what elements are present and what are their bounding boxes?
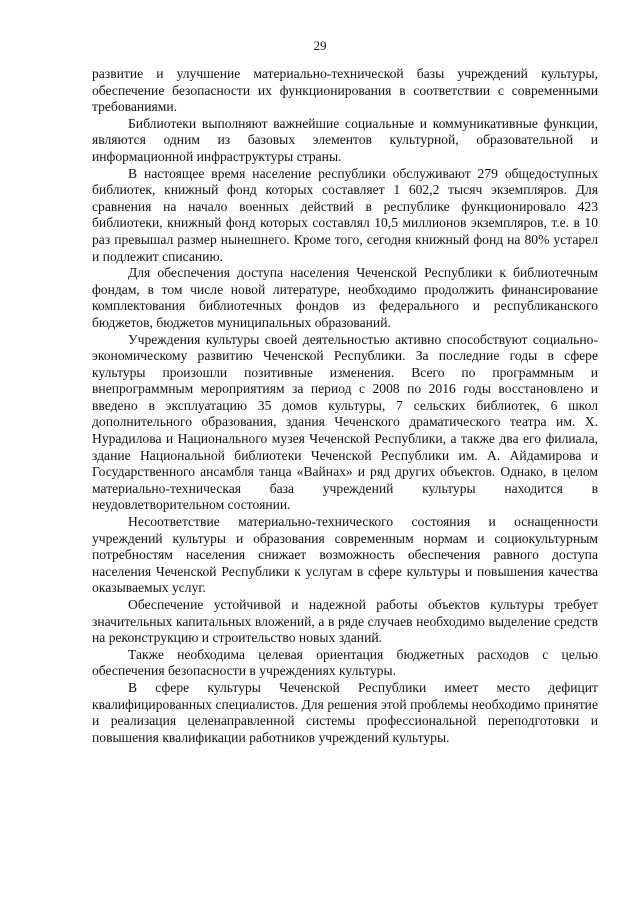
page-number: 29: [313, 38, 327, 53]
paragraph-capital-investment: Обеспечение устойчивой и надежной работы объектов культуры требует значительных капитальных вложений, а в ряде случаев необходимо выделение средств на реконструкцию и строительство новых зданий.: [92, 597, 598, 646]
paragraph-staff-shortage: В сфере культуры Чеченской Республики имеет место дефицит квалифицированных специалистов. Для решения этой проблемы необходимо принятие и реализация целенаправленной системы профессиональной переподготовки и повышения квалификации работников учреждений культуры.: [92, 679, 598, 745]
paragraph-culture-development: Учреждения культуры своей деятельностью активно способствуют социально-экономическому развитию Чеченской Республики. За последние годы в сфере культуры произошли позитивные изменения. Всего по программным и внепрограммным мероприятиям за период с 2008 по 2016 годы восстановлено и введено в эксплуатацию 35 домов культуры, 7 сельских библиотек, 6 школ дополнительного образования, здания Чеченского драматического театра им. Х. Нурадилова и Национального музея Чеченской Республики, а также два его филиала, здание Национальной библиотеки Чеченской Республики им. А. Айдамирова и Государственного ансамбля танца «Вайнах» и ряд других объектов. Однако, в целом материально-техническая база учреждений культуры находится в неудовлетворительном состоянии.: [92, 331, 598, 513]
paragraph-libraries-functions: Библиотеки выполняют важнейшие социальные и коммуникативные функции, являются одним из базовых элементов культурной, образовательной и информационной инфраструктуры страны.: [92, 115, 598, 164]
paragraph-continuation: развитие и улучшение материально-технической базы учреждений культуры, обеспечение безопасности их функционирования в соответствии с современными требованиями.: [92, 66, 598, 115]
paragraph-library-funding: Для обеспечения доступа населения Чеченской Республики к библиотечным фондам, в том числе новой литературе, необходимо продолжить финансирование комплектования библиотечных фондов из федерального и республиканского бюджетов, бюджетов муниципальных образований.: [92, 265, 598, 330]
paragraph-budget-targeting: Также необходима целевая ориентация бюджетных расходов с целью обеспечения безопасности в учреждениях культуры.: [92, 646, 598, 679]
paragraph-library-count: В настоящее время население республики обслуживают 279 общедоступных библиотек, книжный фонд которых составляет 1 602,2 тысяч экземпляров. Для сравнения на начало военных действий в республике функционировало 423 библиотеки, книжный фонд которых составлял 10,5 миллионов экземпляров, т.е. в 10 раз превышал размер нынешнего. Кроме того, сегодня книжный фонд на 80% устарел и подлежит списанию.: [92, 165, 598, 264]
paragraph-mismatch-standards: Несоответствие материально-технического состояния и оснащенности учреждений культуры и образования современным нормам и социокультурным потребностям населения снижает возможность обеспечения равного доступа населения Чеченской Республики к услугам в сфере культуры и повышения качества оказываемых услуг.: [92, 514, 598, 596]
body-text: [92, 66, 598, 746]
